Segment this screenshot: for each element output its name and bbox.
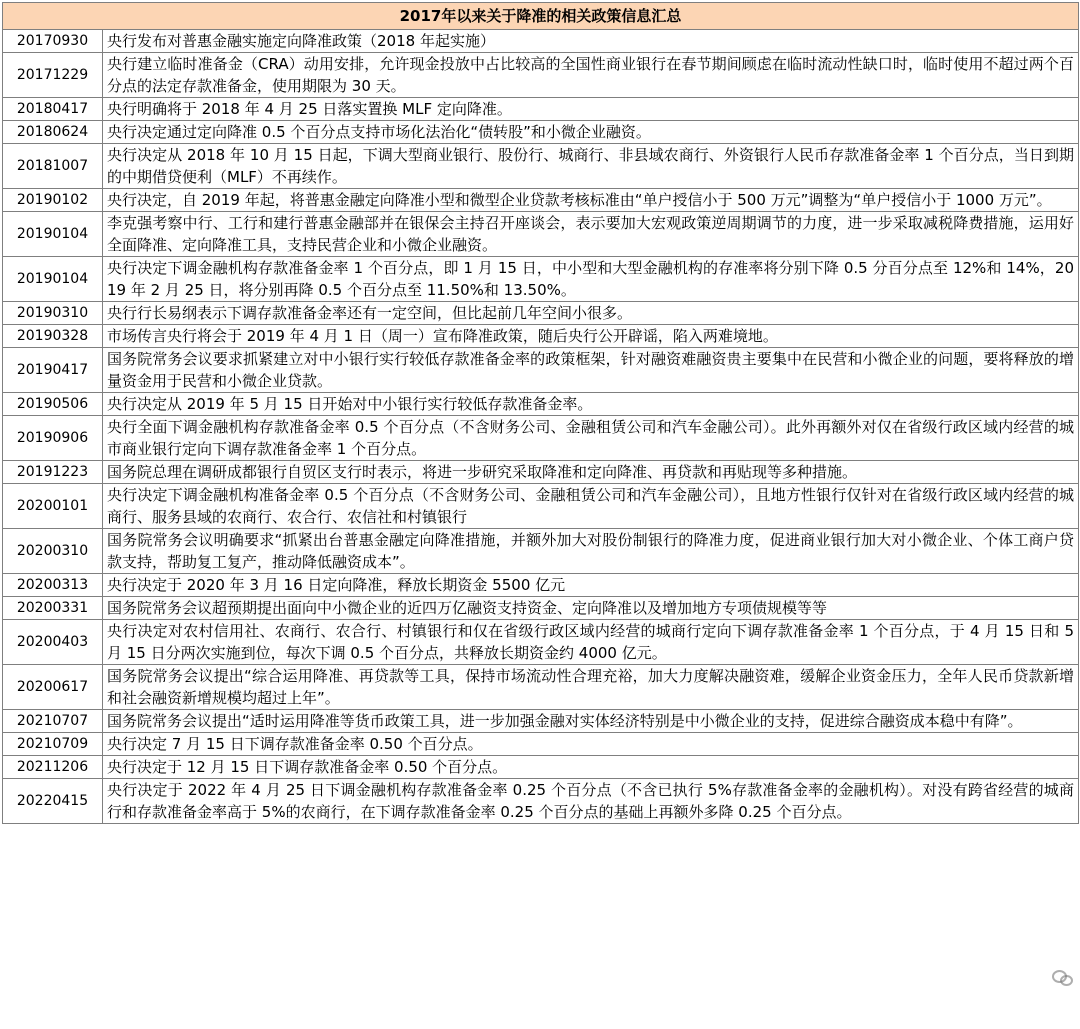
table-row	[3, 257, 1079, 302]
table-row	[3, 121, 1079, 144]
row-date: 20171229	[3, 53, 103, 98]
row-description: 央行全面下调金融机构存款准备金率 0.5 个百分点（不含财务公司、金融租赁公司和汽车金融公司）。此外再额外对仅在省级行政区域内经营的城市商业银行定向下调存款准备金率 1 个百分点。	[103, 416, 1079, 461]
row-description: 央行决定下调金融机构存款准备金率 1 个百分点，即 1 月 15 日，中小型和大型金融机构的存准率将分别下降 0.5 分百分点至 12%和 14%，2019 年 2 月 25 日，将分别再降 0.5 个百分点至 11.50%和 13.50%。	[103, 257, 1079, 302]
row-date: 20190104	[3, 257, 103, 302]
table-row	[3, 144, 1079, 189]
table-row	[3, 348, 1079, 393]
row-description: 央行决定 7 月 15 日下调存款准备金率 0.50 个百分点。	[103, 733, 1079, 756]
table-row	[3, 484, 1079, 529]
table-row	[3, 529, 1079, 574]
wechat-icon	[1052, 969, 1072, 985]
row-date: 20190102	[3, 189, 103, 212]
table-row	[3, 212, 1079, 257]
row-description: 央行决定对农村信用社、农商行、农合行、村镇银行和仅在省级行政区域内经营的城商行定向下调存款准备金率 1 个百分点，于 4 月 15 日和 5 月 15 日分两次实施到位，每次下调 0.5 个百分点，共释放长期资金约 4000 亿元。	[103, 620, 1079, 665]
row-description: 央行决定从 2018 年 10 月 15 日起，下调大型商业银行、股份行、城商行、非县域农商行、外资银行人民币存款准备金率 1 个百分点，当日到期的中期借贷便利（MLF）不再续作。	[103, 144, 1079, 189]
policy-table	[2, 2, 1079, 824]
row-date: 20200101	[3, 484, 103, 529]
row-date: 20220415	[3, 779, 103, 824]
table-row	[3, 620, 1079, 665]
row-description: 央行行长易纲表示下调存款准备金率还有一定空间，但比起前几年空间小很多。	[103, 302, 1079, 325]
row-date: 20210707	[3, 710, 103, 733]
row-date: 20190506	[3, 393, 103, 416]
table-title: 2017年以来关于降准的相关政策信息汇总	[3, 3, 1079, 30]
row-description: 央行决定通过定向降准 0.5 个百分点支持市场化法治化“债转股”和小微企业融资。	[103, 121, 1079, 144]
table-row	[3, 733, 1079, 756]
table-row	[3, 665, 1079, 710]
row-description: 央行决定于 12 月 15 日下调存款准备金率 0.50 个百分点。	[103, 756, 1079, 779]
row-date: 20191223	[3, 461, 103, 484]
row-date: 20181007	[3, 144, 103, 189]
row-description: 央行发布对普惠金融实施定向降准政策（2018 年起实施）	[103, 30, 1079, 53]
table-row	[3, 416, 1079, 461]
row-date: 20180417	[3, 98, 103, 121]
row-date: 20200617	[3, 665, 103, 710]
row-description: 市场传言央行将会于 2019 年 4 月 1 日（周一）宣布降准政策，随后央行公开辟谣，陷入两难境地。	[103, 325, 1079, 348]
row-description: 央行决定，自 2019 年起，将普惠金融定向降准小型和微型企业贷款考核标准由“单户授信小于 500 万元”调整为“单户授信小于 1000 万元”。	[103, 189, 1079, 212]
row-date: 20190417	[3, 348, 103, 393]
table-row	[3, 53, 1079, 98]
row-description: 国务院常务会议要求抓紧建立对中小银行实行较低存款准备金率的政策框架，针对融资难融资贵主要集中在民营和小微企业的问题，要将释放的增量资金用于民营和小微企业贷款。	[103, 348, 1079, 393]
table-body	[3, 30, 1079, 824]
row-date: 20190328	[3, 325, 103, 348]
table-row	[3, 189, 1079, 212]
table-row	[3, 30, 1079, 53]
row-description: 央行决定从 2019 年 5 月 15 日开始对中小银行实行较低存款准备金率。	[103, 393, 1079, 416]
row-date: 20210709	[3, 733, 103, 756]
row-description: 央行决定于 2020 年 3 月 16 日定向降准，释放长期资金 5500 亿元	[103, 574, 1079, 597]
row-description: 央行明确将于 2018 年 4 月 25 日落实置换 MLF 定向降准。	[103, 98, 1079, 121]
table-row	[3, 710, 1079, 733]
row-date: 20200313	[3, 574, 103, 597]
row-date: 20200310	[3, 529, 103, 574]
row-date: 20190310	[3, 302, 103, 325]
row-description: 国务院常务会议超预期提出面向中小微企业的近四万亿融资支持资金、定向降准以及增加地方专项债规模等等	[103, 597, 1079, 620]
table-row	[3, 756, 1079, 779]
row-date: 20190906	[3, 416, 103, 461]
table-row	[3, 779, 1079, 824]
table-header-row	[3, 3, 1079, 30]
row-date: 20200403	[3, 620, 103, 665]
row-description: 央行决定下调金融机构准备金率 0.5 个百分点（不含财务公司、金融租赁公司和汽车金融公司），且地方性银行仅针对在省级行政区域内经营的城商行、服务县域的农商行、农合行、农信社和村镇银行	[103, 484, 1079, 529]
watermark	[1052, 969, 1072, 985]
row-description: 国务院常务会议提出“综合运用降准、再贷款等工具，保持市场流动性合理充裕，加大力度解决融资难，缓解企业资金压力，全年人民币贷款新增和社会融资新增规模均超过上年”。	[103, 665, 1079, 710]
table-row	[3, 302, 1079, 325]
row-description: 国务院常务会议明确要求“抓紧出台普惠金融定向降准措施，并额外加大对股份制银行的降准力度，促进商业银行加大对小微企业、个体工商户贷款支持，帮助复工复产，推动降低融资成本”。	[103, 529, 1079, 574]
table-row	[3, 393, 1079, 416]
table-row	[3, 597, 1079, 620]
row-date: 20170930	[3, 30, 103, 53]
row-description: 李克强考察中行、工行和建行普惠金融部并在银保会主持召开座谈会，表示要加大宏观政策逆周期调节的力度，进一步采取减税降费措施，运用好全面降准、定向降准工具，支持民营企业和小微企业融资。	[103, 212, 1079, 257]
table-row	[3, 461, 1079, 484]
table-row	[3, 574, 1079, 597]
row-description: 国务院总理在调研成都银行自贸区支行时表示，将进一步研究采取降准和定向降准、再贷款和再贴现等多种措施。	[103, 461, 1079, 484]
row-date: 20190104	[3, 212, 103, 257]
row-date: 20200331	[3, 597, 103, 620]
table-row	[3, 98, 1079, 121]
row-description: 国务院常务会议提出“适时运用降准等货币政策工具，进一步加强金融对实体经济特别是中小微企业的支持，促进综合融资成本稳中有降”。	[103, 710, 1079, 733]
row-description: 央行决定于 2022 年 4 月 25 日下调金融机构存款准备金率 0.25 个百分点（不含已执行 5%存款准备金率的金融机构）。对没有跨省经营的城商行和存款准备金率高于 5%的农商行，在下调存款准备金率 0.25 个百分点的基础上再额外多降 0.25 个百分点。	[103, 779, 1079, 824]
table-row	[3, 325, 1079, 348]
row-date: 20180624	[3, 121, 103, 144]
row-description: 央行建立临时准备金（CRA）动用安排，允许现金投放中占比较高的全国性商业银行在春节期间顾虑在临时流动性缺口时，临时使用不超过两个百分点的法定存款准备金，使用期限为 30 天。	[103, 53, 1079, 98]
row-date: 20211206	[3, 756, 103, 779]
